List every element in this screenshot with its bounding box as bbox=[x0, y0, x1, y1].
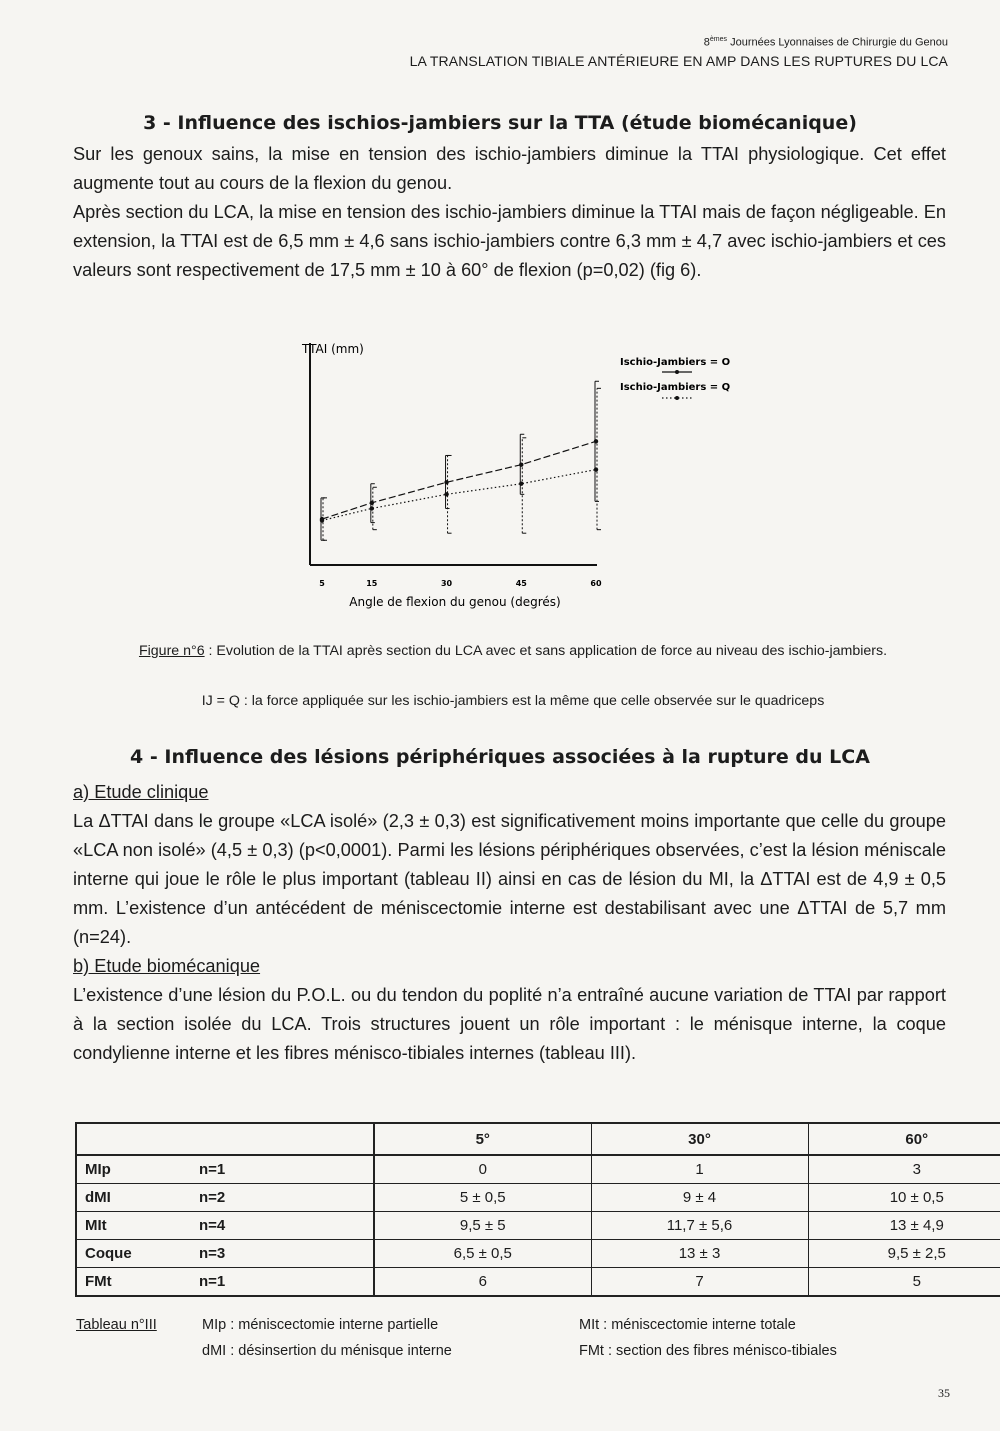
data-point bbox=[519, 462, 523, 466]
journal-header: 8èmes Journées Lyonnaises de Chirurgie du Genou bbox=[703, 36, 948, 49]
series-line-2 bbox=[322, 470, 596, 521]
x-tick-label: 5 bbox=[319, 579, 325, 588]
row-label: MIp bbox=[76, 1155, 191, 1184]
subsection-b-paragraph: L’existence d’une lésion du P.O.L. ou du tendon du poplité n’a entraîné aucune variation de TTAI par rapport à la section isolée du LCA. Trois structures jouent un rôle important : le ménisque interne, la coque condylienne interne et les fibres ménisco-tibiales internes (tableau III). bbox=[73, 985, 946, 1063]
x-tick-label: 45 bbox=[515, 579, 527, 588]
table-cell: 7 bbox=[591, 1268, 808, 1297]
figure-6-note: IJ = Q : la force appliquée sur les ischio-jambiers est la même que celle observée sur le quadriceps bbox=[201, 693, 825, 709]
table-row bbox=[76, 1155, 1000, 1184]
row-n: n=2 bbox=[191, 1184, 374, 1212]
section-3-body bbox=[73, 140, 946, 285]
section-3-paragraph-2: Après section du LCA, la mise en tension des ischio-jambiers diminue la TTAI mais de façon négligeable. En extension, la TTAI est de 6,5 mm ± 4,6 sans ischio-jambiers contre 6,3 mm ± 4,7 avec ischio-jambiers et ces valeurs sont respectivement de 17,5 mm ± 10 à 60° de flexion (p=0,02) (fig 6). bbox=[73, 202, 946, 280]
table-3 bbox=[75, 1122, 1000, 1297]
table-3-label: Tableau n°III bbox=[76, 1317, 157, 1333]
section-3-paragraph-1: Sur les genoux sains, la mise en tension des ischio-jambiers diminue la TTAI physiologique. Cet effet augmente tout au cours de la flexion du genou. bbox=[73, 144, 946, 193]
row-n: n=3 bbox=[191, 1240, 374, 1268]
table-cell: 0 bbox=[374, 1155, 591, 1184]
x-tick-label: 15 bbox=[366, 579, 378, 588]
data-point bbox=[444, 492, 448, 496]
row-label: dMI bbox=[76, 1184, 191, 1212]
table-cell: 9,5 ± 5 bbox=[374, 1212, 591, 1240]
table-cell: 9 ± 4 bbox=[591, 1184, 808, 1212]
table-legend-mit: MIt : méniscectomie interne totale bbox=[579, 1317, 796, 1333]
table-header-60: 60° bbox=[808, 1123, 1000, 1155]
table-cell: 5 bbox=[808, 1268, 1000, 1297]
figure-6-chart bbox=[280, 335, 750, 615]
table-cell: 6 bbox=[374, 1268, 591, 1297]
table-row bbox=[76, 1268, 1000, 1297]
series-line-1 bbox=[322, 441, 596, 519]
row-n: n=1 bbox=[191, 1155, 374, 1184]
chart-ylabel: TTAI (mm) bbox=[302, 342, 364, 356]
data-point bbox=[519, 482, 523, 486]
table-cell: 13 ± 4,9 bbox=[808, 1212, 1000, 1240]
figure-6-label: Figure n°6 bbox=[138, 643, 205, 659]
table-cell: 9,5 ± 2,5 bbox=[808, 1240, 1000, 1268]
table-cell: 5 ± 0,5 bbox=[374, 1184, 591, 1212]
row-label: FMt bbox=[76, 1268, 191, 1297]
table-cell: 13 ± 3 bbox=[591, 1240, 808, 1268]
row-label: Coque bbox=[76, 1240, 191, 1268]
table-legend-fmt: FMt : section des fibres ménisco-tibiales bbox=[579, 1343, 837, 1359]
legend-label-series-2: Ischio-Jambiers = Q bbox=[620, 382, 731, 393]
subsection-a-title: a) Etude clinique bbox=[73, 782, 209, 802]
table-header-row bbox=[76, 1123, 1000, 1155]
table-cell: 1 bbox=[591, 1155, 808, 1184]
table-legend-dmi: dMI : désinsertion du ménisque interne bbox=[202, 1343, 452, 1359]
table-cell: 11,7 ± 5,6 bbox=[591, 1212, 808, 1240]
legend-label-series-1: Ischio-Jambiers = O bbox=[620, 357, 731, 368]
table-row bbox=[76, 1184, 1000, 1212]
legend-marker-series-1 bbox=[675, 370, 679, 374]
table-header-5: 5° bbox=[374, 1123, 591, 1155]
running-title: LA TRANSLATION TIBIALE ANTÉRIEURE EN AMP DANS LES RUPTURES DU LCA bbox=[409, 53, 948, 69]
table-corner-cell bbox=[76, 1123, 374, 1155]
row-label: MIt bbox=[76, 1212, 191, 1240]
data-point bbox=[370, 506, 374, 510]
table-row bbox=[76, 1212, 1000, 1240]
subsection-a-paragraph: La ΔTTAI dans le groupe «LCA isolé» (2,3 ± 0,3) est significativement moins importante que celle du groupe «LCA non isolé» (4,5 ± 0,3) (p<0,0001). Parmi les lésions périphériques observées, c’est la lésion méniscale interne qui joue le rôle le plus important (tableau II) ainsi en cas de lésion du MI, la ΔTTAI est de 4,9 ± 0,5 mm. L’existence d’un antécédent de méniscectomie interne est destabilisant avec une ΔTTAI de 5,7 mm (n=24). bbox=[73, 811, 946, 947]
table-cell: 10 ± 0,5 bbox=[808, 1184, 1000, 1212]
data-point bbox=[594, 467, 598, 471]
table-cell: 6,5 ± 0,5 bbox=[374, 1240, 591, 1268]
data-point bbox=[370, 501, 374, 505]
table-cell: 3 bbox=[808, 1155, 1000, 1184]
chart-xlabel: Angle de flexion du genou (degrés) bbox=[349, 595, 561, 609]
data-point bbox=[444, 480, 448, 484]
section-4-body bbox=[73, 778, 946, 1068]
row-n: n=4 bbox=[191, 1212, 374, 1240]
table-row bbox=[76, 1240, 1000, 1268]
data-point bbox=[594, 439, 598, 443]
row-n: n=1 bbox=[191, 1268, 374, 1297]
data-point bbox=[320, 518, 324, 522]
x-tick-label: 30 bbox=[440, 579, 453, 588]
subsection-b-title: b) Etude biomécanique bbox=[73, 956, 261, 976]
x-tick-label: 60 bbox=[590, 579, 602, 588]
section-4-title: 4 - Influence des lésions périphériques associées à la rupture du LCA bbox=[130, 746, 870, 768]
page-number: 35 bbox=[938, 1386, 950, 1400]
figure-6-caption: Figure n°6 : Evolution de la TTAI après section du LCA avec et sans application de force au niveau des ischio-jambiers. bbox=[138, 643, 888, 659]
table-legend-mip: MIp : méniscectomie interne partielle bbox=[202, 1317, 439, 1333]
legend-marker-series-2 bbox=[675, 396, 679, 400]
table-header-30: 30° bbox=[591, 1123, 808, 1155]
section-3-title: 3 - Influence des ischios-jambiers sur la TTA (étude biomécanique) bbox=[143, 112, 857, 134]
